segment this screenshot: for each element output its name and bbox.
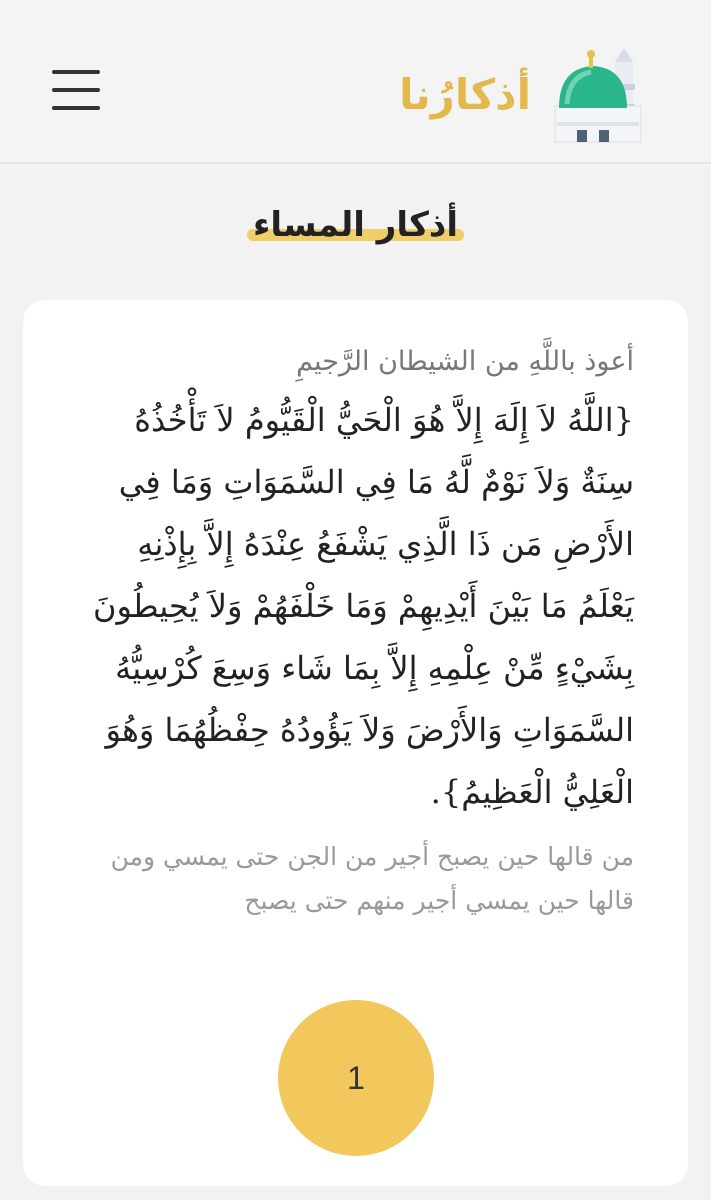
dhikr-text: {اللَّهُ لاَ إِلَهَ إِلاَّ هُوَ الْحَيُّ الْقَيُّومُ لاَ تَأْخُذُهُ سِنَةٌ وَلاَ نَوْمٌ لَّهُ مَا فِي السَّمَوَاتِ وَمَا فِي الأَرْضِ مَن ذَا الَّذِي يَشْفَعُ عِنْدَهُ إِلاَّ بِإِذْنِهِ يَعْلَمُ مَا بَيْنَ أَيْدِيهِمْ وَمَا خَلْفَهُمْ وَلاَ يُحِيطُونَ بِشَيْءٍ مِّنْ عِلْمِهِ إِلاَّ بِمَا شَاء وَسِعَ كُرْسِيُّهُ السَّمَوَاتِ وَالأَرْضَ وَلاَ يَؤُودُهُ حِفْظُهُمَا وَهُوَ الْعَلِيُّ الْعَظِيمُ}. bbox=[93, 401, 634, 811]
page-title: أذكار المساء bbox=[249, 205, 462, 245]
menu-line bbox=[52, 88, 100, 92]
menu-line bbox=[52, 70, 100, 74]
app-title: أذكارُنا bbox=[399, 69, 531, 119]
dhikr-card bbox=[23, 300, 688, 1186]
virtue-text: من قالها حين يصبح أجير من الجن حتى يمسي ومن قالها حين يمسي أجير منهم حتى يصبح bbox=[110, 842, 634, 915]
counter-button[interactable]: 1 bbox=[278, 1000, 434, 1156]
isti-adha-text: أعوذ باللَّهِ من الشيطان الرَّجيمِ bbox=[296, 346, 634, 377]
card-content bbox=[23, 300, 688, 923]
hamburger-menu-icon[interactable] bbox=[48, 70, 100, 110]
menu-line bbox=[52, 106, 100, 110]
mosque-dome-icon bbox=[537, 44, 649, 144]
brand[interactable] bbox=[399, 44, 649, 144]
page-title-container bbox=[0, 205, 711, 245]
app-header bbox=[0, 0, 711, 164]
